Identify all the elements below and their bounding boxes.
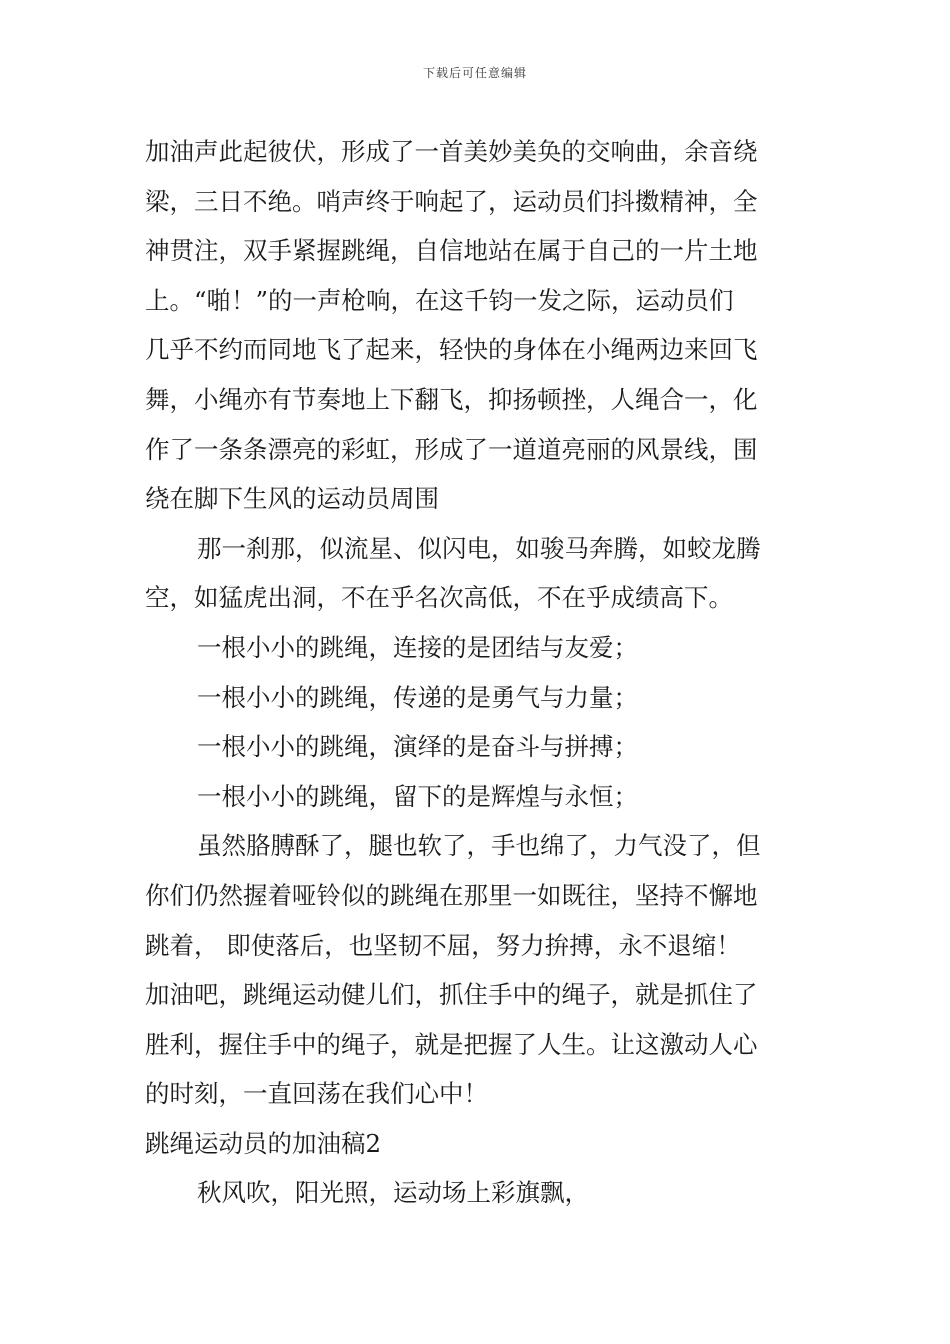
paragraph-line: 胜利，握住手中的绳子，就是把握了人生。让这激动人心 [145, 1029, 758, 1059]
paragraph-line: 几乎不约而同地飞了起来，轻快的身体在小绳两边来回飞 [145, 335, 758, 365]
verse-line: 一根小小的跳绳，传递的是勇气与力量； [197, 682, 638, 712]
verse-line: 一根小小的跳绳，留下的是辉煌与永恒； [197, 781, 638, 811]
paragraph-3 [145, 821, 815, 1119]
section-title: 跳绳运动员的加油稿2 [145, 1128, 382, 1158]
verse-line: 一根小小的跳绳，演绎的是奋斗与拼搏； [197, 732, 638, 762]
paragraph-line: 虽然胳膊酥了，腿也软了，手也绵了，力气没了，但 [197, 831, 761, 861]
paragraph-line: 跳着， 即使落后，也坚韧不屈，努力拚搏，永不退缩！ [145, 930, 741, 960]
paragraph-line: 那一刹那，似流星、似闪电，如骏马奔腾，如蛟龙腾 [197, 533, 761, 563]
paragraph-line: 加油吧，跳绳运动健儿们，抓住手中的绳子，就是抓住了 [145, 980, 758, 1010]
verse-list [145, 623, 815, 821]
document-body [145, 127, 815, 1218]
paragraph-line: 舞，小绳亦有节奏地上下翻飞，抑扬顿挫，人绳合一，化 [145, 384, 758, 414]
paragraph-line: 秋风吹，阳光照，运动场上彩旗飘， [197, 1178, 589, 1208]
paragraph-line: 你们仍然握着哑铃似的跳绳在那里一如既往，坚持不懈地 [145, 880, 758, 910]
paragraph-4 [145, 1168, 815, 1218]
paragraph-line: 绕在脚下生风的运动员周围 [145, 484, 439, 514]
page-header: 下载后可任意编辑 [422, 66, 527, 80]
paragraph-line: 空，如猛虎出洞，不在乎名次高低，不在乎成绩高下。 [145, 583, 733, 613]
paragraph-line: 神贯注，双手紧握跳绳，自信地站在属于自己的一片土地 [145, 236, 758, 266]
paragraph-line: 加油声此起彼伏，形成了一首美妙美奂的交响曲，余音绕 [145, 137, 758, 166]
paragraph-line: 上。“啪！”的一声枪响，在这千钧一发之际，运动员们 [145, 285, 734, 315]
verse-line: 一根小小的跳绳，连接的是团结与友爱； [197, 632, 638, 662]
paragraph-line: 的时刻，一直回荡在我们心中！ [145, 1079, 488, 1109]
paragraph-line: 梁，三日不绝。哨声终于响起了，运动员们抖擞精神，全 [145, 186, 758, 216]
paragraph-1 [145, 127, 815, 524]
paragraph-line: 作了一条条漂亮的彩虹，形成了一道道亮丽的风景线，围 [145, 434, 758, 464]
paragraph-2 [145, 524, 815, 623]
